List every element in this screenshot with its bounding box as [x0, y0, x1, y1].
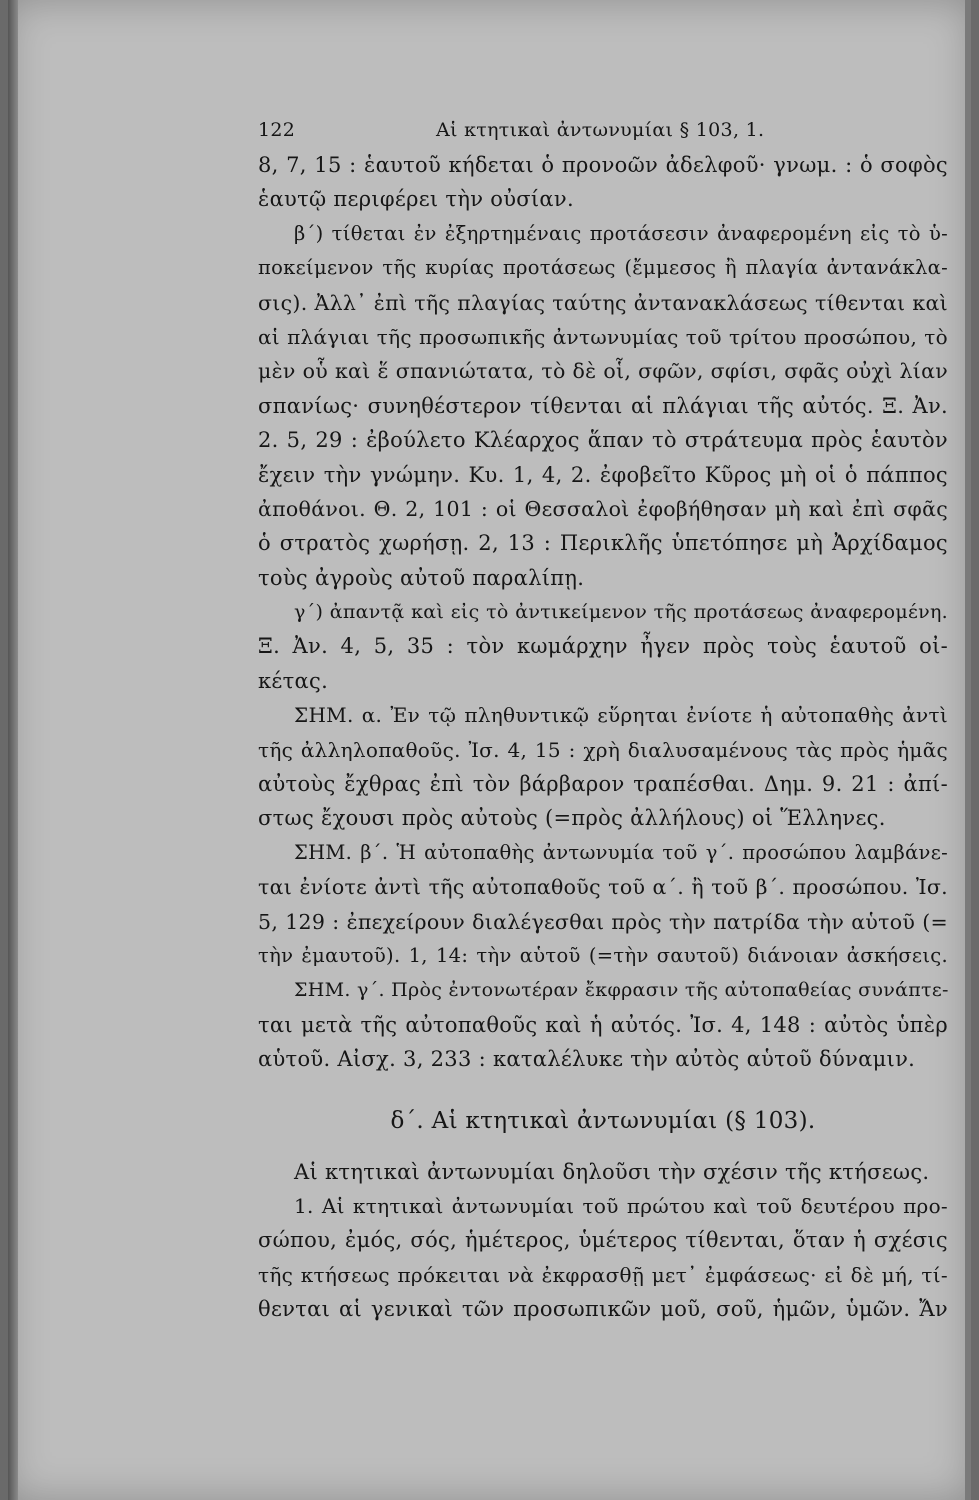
text-line: τῆς κτήσεως πρόκειται νὰ ἐκφρασθῇ μετ᾽ ἐμφάσεως· εἰ δὲ μή, τί- [258, 1262, 948, 1287]
text-line: σις). Ἀλλ᾽ ἐπὶ τῆς πλαγίας ταύτης ἀντανακλάσεως τίθενται καὶ [258, 290, 948, 315]
text-line: γ΄) ἀπαντᾷ καὶ εἰς τὸ ἀντικείμενον τῆς προτάσεως ἀναφερομένη. [294, 601, 948, 624]
text-line: μὲν οὗ καὶ ἕ σπανιώτατα, τὸ δὲ οἷ, σφῶν, σφίσι, σφᾶς οὐχὶ λίαν [258, 359, 948, 384]
text-line: σώπου, ἐμός, σός, ἡμέτερος, ὑμέτερος τίθενται, ὅταν ἡ σχέσις [258, 1228, 948, 1253]
text-line: ται μετὰ τῆς αὐτοπαθοῦς καὶ ἡ αὐτός. Ἰσ. 4, 148 : αὐτὸς ὑπὲρ [258, 1012, 948, 1037]
text-line: σπανίως· συνηθέστερον τίθενται αἱ πλάγιαι τῆς αὐτός. Ξ. Ἀν. [258, 393, 948, 418]
text-line: ἔχειν τὴν γνώμην. Κυ. 1, 4, 2. ἐφοβεῖτο Κῦρος μὴ οἱ ὁ πάππος [258, 462, 948, 487]
running-head: Αἱ κτητικαὶ ἀντωνυμίαι § 103, 1. [436, 119, 765, 141]
text-line: θενται αἱ γενικαὶ τῶν προσωπικῶν μοῦ, σοῦ, ἡμῶν, ὑμῶν. Ἄν [258, 1297, 948, 1322]
text-line: ΣΗΜ. α. Ἐν τῷ πληθυντικῷ εὕρηται ἐνίοτε ἡ αὐτοπαθὴς ἀντὶ [294, 703, 948, 728]
text-line: στως ἔχουσι πρὸς αὐτοὺς (=πρὸς ἀλλήλους) οἱ Ἕλληνες. [258, 806, 886, 831]
text-line: κέτας. [258, 668, 329, 693]
text-line: αὐτοὺς ἔχθρας ἐπὶ τὸν βάρβαρον τραπέσθαι. Δημ. 9. 21 : ἀπί- [258, 772, 948, 797]
text-line: τῆς ἀλληλοπαθοῦς. Ἰσ. 4, 15 : χρὴ διαλυσαμένους τὰς πρὸς ἡμᾶς [258, 737, 948, 762]
page-right-edge [965, 0, 971, 1500]
text-line: ἀποθάνοι. Θ. 2, 101 : οἱ Θεσσαλοὶ ἐφοβήθησαν μὴ καὶ ἐπὶ σφᾶς [258, 496, 948, 521]
text-line: αἱ πλάγιαι τῆς προσωπικῆς ἀντωνυμίας τοῦ τρίτου προσώπου, τὸ [258, 324, 948, 349]
text-line: ἑαυτῷ περιφέρει τὴν οὐσίαν. [258, 187, 574, 212]
text-line: ΣΗΜ. β΄. Ἡ αὐτοπαθὴς ἀντωνυμία τοῦ γ΄. προσώπου λαμβάνε- [294, 840, 948, 864]
text-line: 5, 129 : ἐπεχείρουν διαλέγεσθαι πρὸς τὴν πατρίδα τὴν αὑτοῦ (= [258, 909, 948, 934]
text-line: Αἱ κτητικαὶ ἀντωνυμίαι δηλοῦσι τὴν σχέσιν τῆς κτήσεως. [294, 1159, 930, 1184]
text-line: β΄) τίθεται ἐν ἐξηρτημέναις προτάσεσιν ἀναφερομένη εἰς τὸ ὑ- [294, 221, 948, 245]
section-title: δ΄. Αἱ κτητικαὶ ἀντωνυμίαι (§ 103). [390, 1107, 816, 1134]
text-line: 8, 7, 15 : ἑαυτοῦ κήδεται ὁ προνοῶν ἀδελφοῦ· γνωμ. : ὁ σοφὸς [258, 153, 948, 177]
text-line: 2. 5, 29 : ἐβούλετο Κλέαρχος ἅπαν τὸ στράτευμα πρὸς ἑαυτὸν [258, 428, 948, 453]
text-line: αὑτοῦ. Αἰσχ. 3, 233 : καταλέλυκε τὴν αὐτὸς αὑτοῦ δύναμιν. [258, 1047, 916, 1072]
page-gutter [8, 0, 18, 1500]
text-line: ται ἐνίοτε ἀντὶ τῆς αὐτοπαθοῦς τοῦ α΄. ἢ τοῦ β΄. προσώπου. Ἰσ. [258, 875, 948, 900]
page-header [258, 112, 948, 148]
text-line: ποκείμενον τῆς κυρίας προτάσεως (ἔμμεσος ἢ πλαγία ἀντανάκλα- [258, 256, 948, 280]
text-line: τὴν ἐμαυτοῦ). 1, 14: τὴν αὑτοῦ (=τὴν σαυτοῦ) διάνοιαν ἀσκήσεις. [258, 943, 948, 967]
text-block [258, 112, 948, 1327]
text-line: ὁ στρατὸς χωρήσῃ. 2, 13 : Περικλῆς ὑπετόπησε μὴ Ἀρχίδαμος [258, 531, 948, 556]
book-page [8, 0, 971, 1500]
text-line: ΣΗΜ. γ΄. Πρὸς ἐντονωτέραν ἔκφρασιν τῆς αὐτοπαθείας συνάπτε- [294, 979, 949, 1002]
text-line: Ξ. Ἀν. 4, 5, 35 : τὸν κωμάρχην ἦγεν πρὸς τοὺς ἑαυτοῦ οἰ- [258, 634, 948, 659]
text-line: 1. Αἱ κτητικαὶ ἀντωνυμίαι τοῦ πρώτου καὶ τοῦ δευτέρου προ- [294, 1193, 948, 1218]
text-line: τοὺς ἀγροὺς αὐτοῦ παραλίπῃ. [258, 565, 585, 590]
page-number: 122 [258, 119, 296, 141]
